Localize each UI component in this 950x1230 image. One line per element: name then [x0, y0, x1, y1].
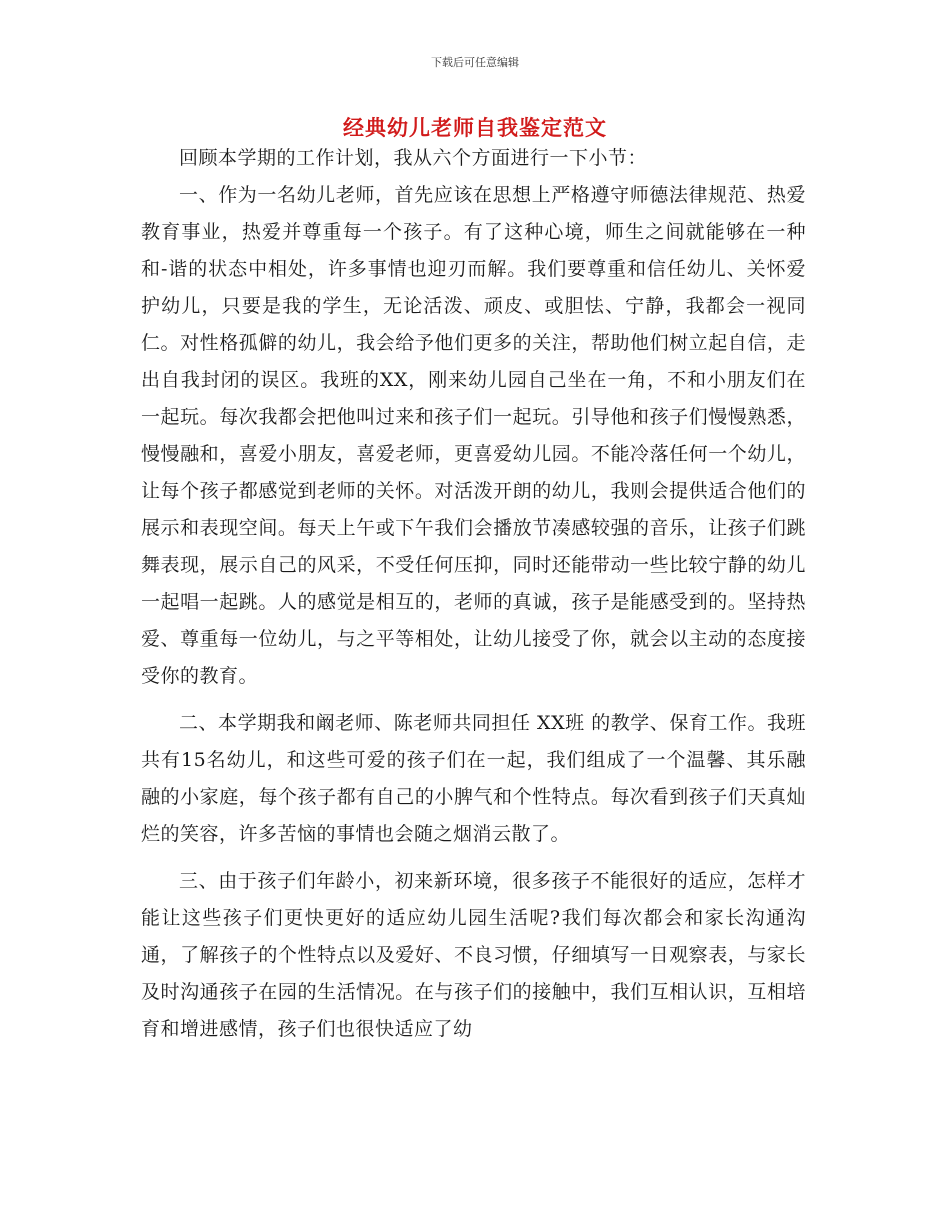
- header-note: 下载后可任意编辑: [431, 56, 519, 69]
- paragraph-one: 一、作为一名幼儿老师，首先应该在思想上严格遵守师德法律规范、热爱教育事业，热爱并尊重每一个孩子。有了这种心境，师生之间就能够在一种和-谐的状态中相处，许多事情也迎刃而解。我们要尊重和信任幼儿、关怀爱护幼儿，只要是我的学生，无论活泼、顽皮、或胆怯、宁静，我都会一视同仁。对性格孤僻的幼儿，我会给予他们更多的关注，帮助他们树立起自信，走出自我封闭的误区。我班的XX，刚来幼儿园自己坐在一角，不和小朋友们在一起玩。每次我都会把他叫过来和孩子们一起玩。引导他和孩子们慢慢熟悉，慢慢融和，喜爱小朋友，喜爱老师，更喜爱幼儿园。不能冷落任何一个幼儿，让每个孩子都感觉到老师的关怀。对活泼开朗的幼儿，我则会提供适合他们的展示和表现空间。每天上午或下午我们会播放节凑感较强的音乐，让孩子们跳舞表现，展示自己的风采，不受任何压抑，同时还能带动一些比较宁静的幼儿一起唱一起跳。人的感觉是相互的，老师的真诚，孩子是能感受到的。坚持热爱、尊重每一位幼儿，与之平等相处，让幼儿接受了你，就会以主动的态度接受你的教育。: [141, 184, 806, 687]
- document-title: 经典幼儿老师自我鉴定范文: [343, 116, 607, 140]
- paragraph-intro: 回顾本学期的工作计划，我从六个方面进行一下小节：: [179, 147, 648, 169]
- document-body: [141, 140, 806, 1048]
- paragraph-two: 二、本学期我和阚老师、陈老师共同担任 XX班 的教学、保育工作。我班共有15名幼儿，和这些可爱的孩子们在一起，我们组成了一个温馨、其乐融融的小家庭，每个孩子都有自己的小脾气和个性特点。每次看到孩子们天真灿烂的笑容，许多苦恼的事情也会随之烟消云散了。: [141, 712, 806, 845]
- paragraph-three: 三、由于孩子们年龄小，初来新环境，很多孩子不能很好的适应，怎样才能让这些孩子们更快更好的适应幼儿园生活呢?我们每次都会和家长沟通沟通，了解孩子的个性特点以及爱好、不良习惯，仔细填写一日观察表，与家长及时沟通孩子在园的生活情况。在与孩子们的接触中，我们互相认识，互相培育和增进感情，孩子们也很快适应了幼: [141, 870, 806, 1040]
